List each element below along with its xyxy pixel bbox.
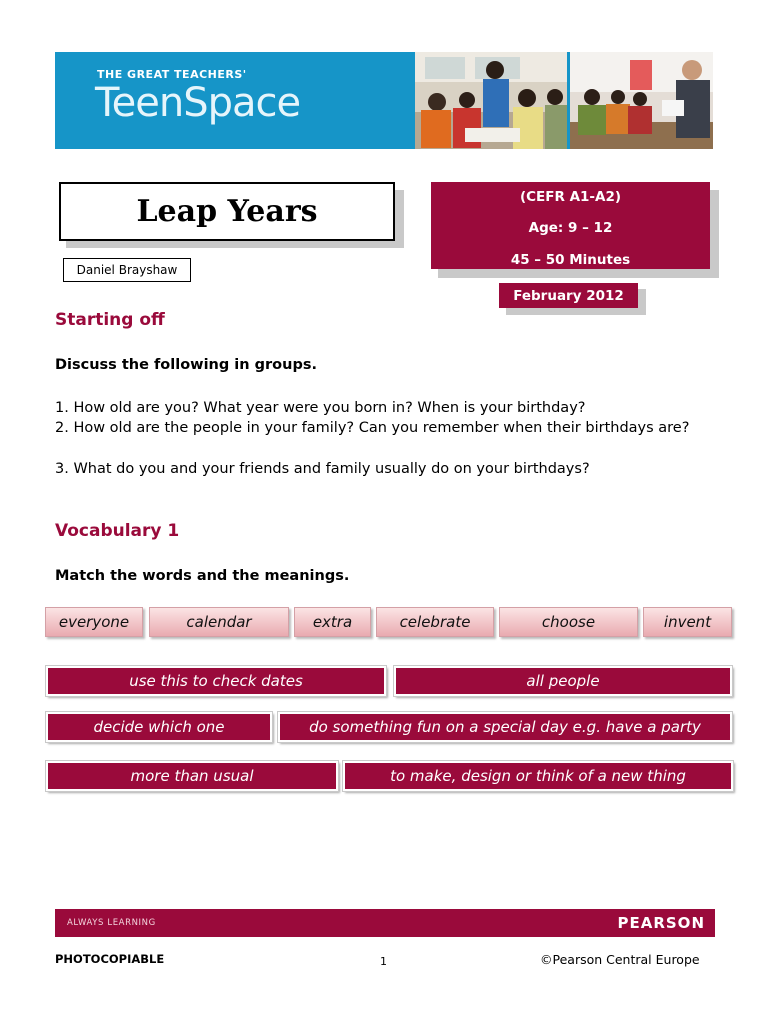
footer-tagline: ALWAYS LEARNING — [67, 918, 156, 928]
lesson-title: Leap Years — [59, 182, 395, 241]
age-range: Age: 9 – 12 — [528, 220, 613, 236]
meaning-card-decide[interactable]: decide which one — [46, 712, 272, 742]
question-1: 1. How old are you? What year were you born in? When is your birthday? — [55, 400, 586, 416]
word-card-everyone[interactable]: everyone — [45, 607, 143, 637]
header-banner — [55, 52, 713, 149]
word-card-calendar[interactable]: calendar — [149, 607, 289, 637]
lesson-date: February 2012 — [499, 283, 638, 308]
word-card-celebrate[interactable]: celebrate — [376, 607, 494, 637]
meaning-card-more-than-usual[interactable]: more than usual — [46, 761, 338, 791]
cefr-level: (CEFR A1-A2) — [519, 189, 622, 205]
classroom-photo-2 — [570, 52, 713, 149]
starting-off-instruction: Discuss the following in groups. — [55, 357, 317, 373]
author-name: Daniel Brayshaw — [63, 258, 191, 282]
meaning-card-check-dates[interactable]: use this to check dates — [46, 666, 386, 696]
banner-title: TeenSpace — [95, 80, 301, 126]
word-card-choose[interactable]: choose — [499, 607, 638, 637]
question-3: 3. What do you and your friends and family usually do on your birthdays? — [55, 461, 590, 477]
lesson-info-box — [431, 182, 710, 269]
photocopiable-label: PHOTOCOPIABLE — [55, 952, 165, 966]
banner-subtitle: THE GREAT TEACHERS' — [97, 68, 247, 81]
copyright-notice: ©Pearson Central Europe — [540, 952, 700, 967]
word-card-invent[interactable]: invent — [643, 607, 732, 637]
page-number: 1 — [380, 955, 387, 968]
classroom-photo-1 — [415, 52, 567, 149]
word-card-extra[interactable]: extra — [294, 607, 371, 637]
footer-bar — [55, 909, 715, 937]
meaning-card-celebrate[interactable]: do something fun on a special day e.g. have a party — [278, 712, 732, 742]
vocabulary-heading: Vocabulary 1 — [55, 521, 180, 541]
starting-off-heading: Starting off — [55, 310, 165, 330]
vocabulary-instruction: Match the words and the meanings. — [55, 568, 350, 584]
meaning-card-invent[interactable]: to make, design or think of a new thing — [343, 761, 733, 791]
lesson-duration: 45 – 50 Minutes — [510, 252, 631, 268]
question-2: 2. How old are the people in your family? Can you remember when their birthdays are? — [55, 420, 690, 436]
pearson-logo: PEARSON — [617, 914, 705, 932]
meaning-card-all-people[interactable]: all people — [394, 666, 732, 696]
